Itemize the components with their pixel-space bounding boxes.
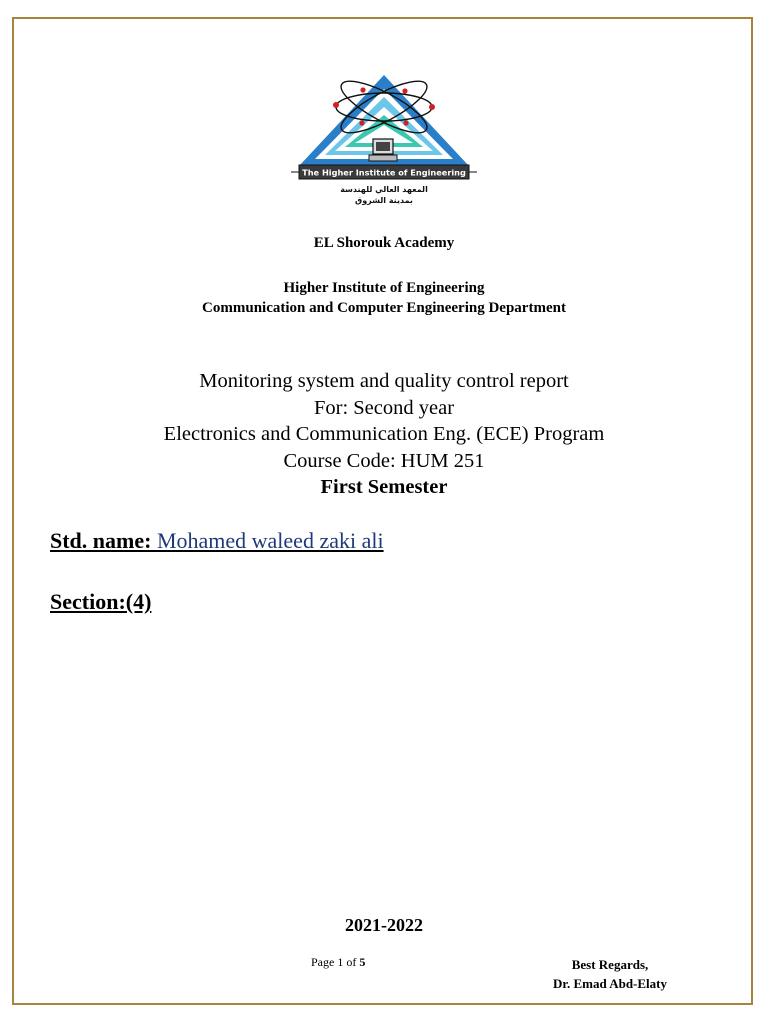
course-code: Course Code: HUM 251 xyxy=(283,449,485,472)
student-name-label: Std. name: xyxy=(50,528,157,553)
academy-name: EL Shorouk Academy xyxy=(313,235,455,251)
report-title-block xyxy=(0,368,768,501)
svg-text:The Higher Institute of Engine: The Higher Institute of Engineering xyxy=(302,167,466,178)
computer-icon xyxy=(369,139,397,161)
signature-name: Dr. Emad Abd-Elaty xyxy=(552,976,668,991)
signature-block xyxy=(520,955,700,993)
report-program: Electronics and Communication Eng. (ECE) Program xyxy=(163,423,605,445)
report-title: Monitoring system and quality control report xyxy=(199,370,569,392)
department-name: Communication and Computer Engineering Department xyxy=(202,300,566,316)
student-name-line xyxy=(50,528,384,554)
regards-text: Best Regards, xyxy=(571,957,649,972)
institute-block xyxy=(0,278,768,318)
institute-name: Higher Institute of Engineering xyxy=(283,280,485,296)
student-name: Mohamed waleed zaki ali xyxy=(156,528,384,553)
svg-text:المعهد العالي للهندسة: المعهد العالي للهندسة xyxy=(340,185,428,194)
report-year: For: Second year xyxy=(313,396,455,419)
academic-year: 2021-2022 xyxy=(345,915,423,935)
page-number-prefix: Page 1 of xyxy=(311,955,360,969)
student-section: Section:(4) xyxy=(50,589,152,614)
page-total: 5 xyxy=(359,955,366,969)
svg-text:بمدينة الشروق: بمدينة الشروق xyxy=(355,196,413,205)
institute-logo xyxy=(289,73,479,208)
page-number xyxy=(311,955,365,970)
semester: First Semester xyxy=(320,476,448,498)
